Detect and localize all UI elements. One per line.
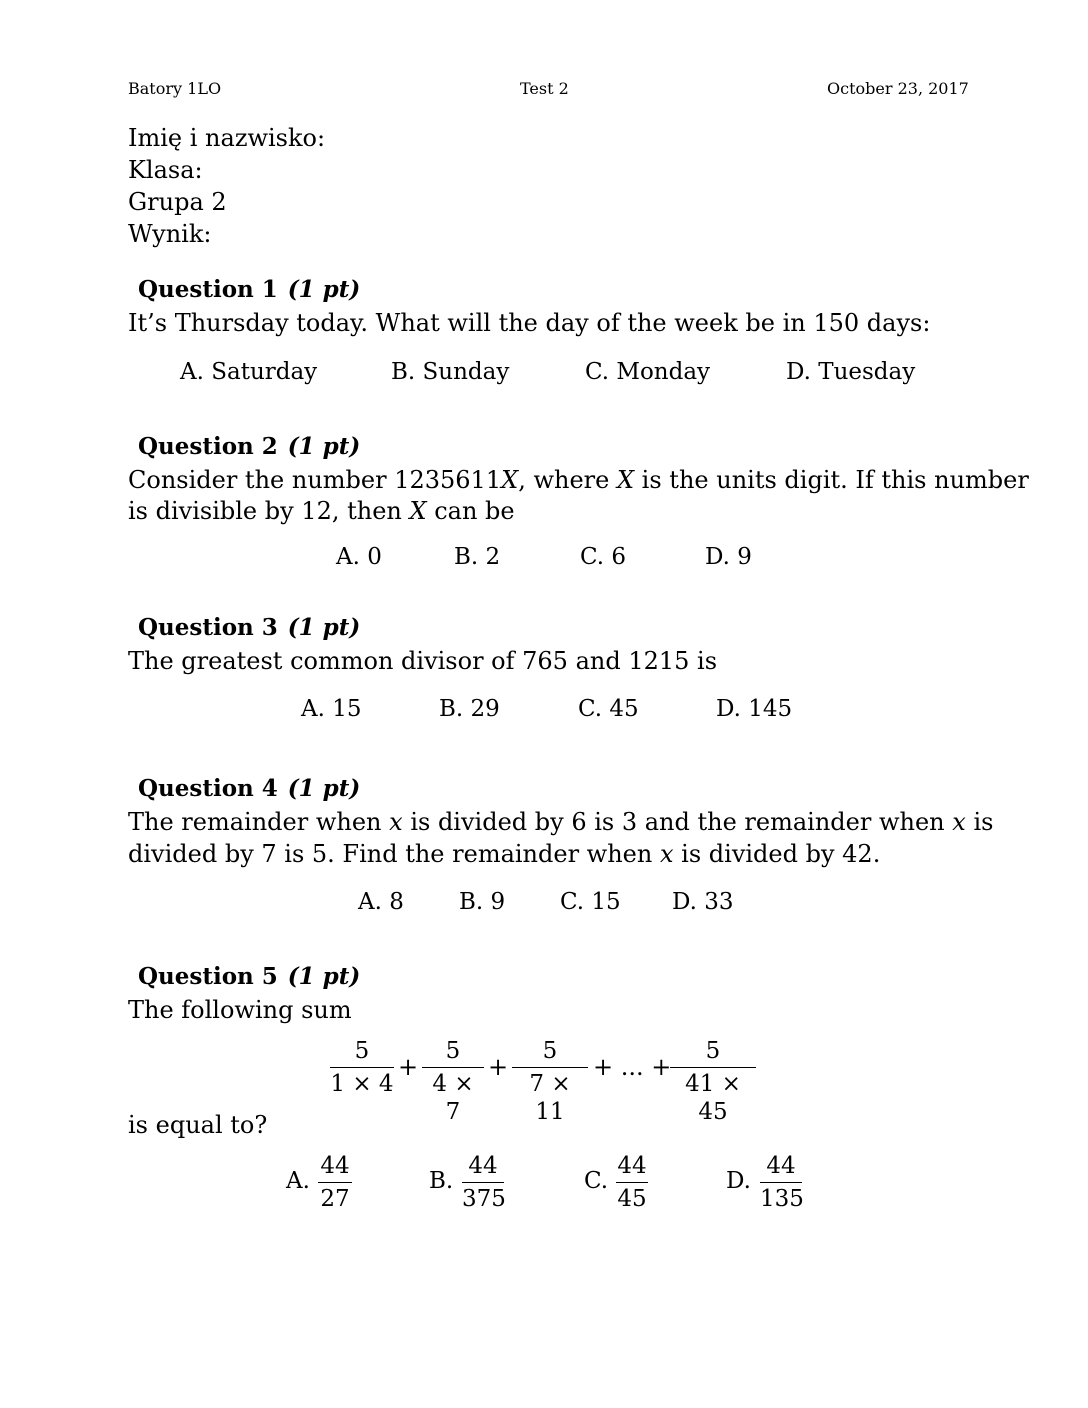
text-segment: is divisible by 12, then bbox=[128, 497, 410, 525]
fraction-numerator: 44 bbox=[766, 1153, 796, 1179]
question-title: Question 1 bbox=[138, 276, 278, 303]
answer-fraction bbox=[760, 1152, 802, 1213]
question-2-text-line2 bbox=[128, 497, 515, 525]
fraction-numerator: 5 bbox=[354, 1038, 370, 1064]
fraction-denominator: 41 × 45 bbox=[685, 1071, 741, 1125]
question-4-heading bbox=[138, 775, 360, 802]
text-segment: can be bbox=[426, 497, 515, 525]
fraction-denominator: 375 bbox=[462, 1186, 506, 1212]
fraction-denominator: 135 bbox=[760, 1186, 804, 1212]
question-points: (1 pt) bbox=[287, 433, 361, 460]
question-points: (1 pt) bbox=[287, 276, 361, 303]
fraction-numerator: 44 bbox=[320, 1153, 350, 1179]
class-label: Klasa: bbox=[128, 156, 203, 184]
text-segment: The remainder when bbox=[128, 808, 390, 836]
answer-option: D. 9 bbox=[705, 544, 752, 570]
answer-option-label: B. bbox=[429, 1168, 454, 1194]
fraction-bar bbox=[330, 1067, 394, 1068]
math-variable: X bbox=[409, 497, 427, 525]
score-label: Wynik: bbox=[128, 220, 212, 248]
fraction-denominator: 45 bbox=[617, 1186, 647, 1212]
fraction-denominator: 1 × 4 bbox=[330, 1071, 394, 1097]
fraction-bar bbox=[760, 1182, 802, 1183]
question-points: (1 pt) bbox=[287, 963, 361, 990]
answer-option: B. 29 bbox=[439, 696, 500, 722]
sum-term bbox=[512, 1037, 588, 1126]
sum-term bbox=[422, 1037, 484, 1126]
answer-option: C. 15 bbox=[560, 889, 621, 915]
text-segment: is divided by 6 is 3 and the remainder when bbox=[402, 808, 953, 836]
answer-fraction bbox=[462, 1152, 504, 1213]
fraction-denominator: 7 × 11 bbox=[529, 1071, 571, 1125]
question-points: (1 pt) bbox=[287, 775, 361, 802]
text-segment: is bbox=[965, 808, 994, 836]
answer-option: D. Tuesday bbox=[786, 359, 916, 385]
fraction-bar bbox=[670, 1067, 756, 1068]
question-title: Question 3 bbox=[138, 614, 278, 641]
question-4-text-line1 bbox=[128, 808, 994, 836]
text-segment: is the units digit. If this number bbox=[634, 466, 1029, 494]
question-1-heading bbox=[138, 276, 360, 303]
answer-option-label: C. bbox=[584, 1168, 609, 1194]
question-2-text-line1 bbox=[128, 466, 1029, 494]
sum-term bbox=[330, 1037, 394, 1098]
ellipsis-sign: + ... + bbox=[593, 1053, 672, 1081]
fraction-denominator: 27 bbox=[320, 1186, 350, 1212]
fraction-bar bbox=[512, 1067, 588, 1068]
question-title: Question 4 bbox=[138, 775, 278, 802]
answer-option-label: D. bbox=[726, 1168, 751, 1194]
answer-option: B. 9 bbox=[459, 889, 506, 915]
math-variable: x bbox=[952, 808, 966, 836]
question-title: Question 2 bbox=[138, 433, 278, 460]
answer-option: C. 6 bbox=[580, 544, 627, 570]
question-1-text: It’s Thursday today. What will the day of the week be in 150 days: bbox=[128, 309, 931, 337]
header-left: Batory 1LO bbox=[128, 79, 222, 98]
answer-fraction bbox=[616, 1152, 648, 1213]
math-variable: X bbox=[616, 466, 635, 494]
fraction-numerator: 44 bbox=[468, 1153, 498, 1179]
text-segment: divided by 7 is 5. Find the remainder when bbox=[128, 840, 660, 868]
answer-option: B. Sunday bbox=[391, 359, 510, 385]
answer-option: C. Monday bbox=[585, 359, 711, 385]
math-variable: x bbox=[659, 840, 674, 868]
answer-option: A. 15 bbox=[301, 696, 362, 722]
fraction-denominator: 4 × 7 bbox=[432, 1071, 474, 1125]
name-label: Imię i nazwisko: bbox=[128, 124, 326, 152]
header-center: Test 2 bbox=[520, 79, 569, 98]
question-3-heading bbox=[138, 614, 360, 641]
text-segment: , where bbox=[518, 466, 617, 494]
fraction-bar bbox=[422, 1067, 484, 1068]
question-3-text: The greatest common divisor of 765 and 1215 is bbox=[128, 647, 718, 675]
answer-option: D. 145 bbox=[716, 696, 793, 722]
answer-option: A. 8 bbox=[358, 889, 404, 915]
answer-option-label: A. bbox=[286, 1168, 310, 1194]
question-title: Question 5 bbox=[138, 963, 278, 990]
question-5-heading bbox=[138, 963, 360, 990]
fraction-numerator: 44 bbox=[617, 1153, 647, 1179]
question-5-text-after: is equal to? bbox=[128, 1111, 268, 1139]
question-4-text-line2 bbox=[128, 840, 880, 868]
answer-option: A. 0 bbox=[336, 544, 382, 570]
answer-option: D. 33 bbox=[672, 889, 734, 915]
sum-term bbox=[670, 1037, 756, 1126]
plus-sign: + bbox=[488, 1053, 509, 1081]
header-right: October 23, 2017 bbox=[827, 79, 969, 98]
group-label: Grupa 2 bbox=[128, 188, 227, 216]
fraction-numerator: 5 bbox=[542, 1038, 558, 1064]
answer-fraction bbox=[318, 1152, 352, 1213]
fraction-bar bbox=[462, 1182, 504, 1183]
math-variable: x bbox=[389, 808, 403, 836]
question-points: (1 pt) bbox=[287, 614, 361, 641]
question-5-text: The following sum bbox=[128, 996, 352, 1024]
text-segment: is divided by 42. bbox=[673, 840, 881, 868]
answer-option: B. 2 bbox=[454, 544, 501, 570]
answer-option: A. Saturday bbox=[180, 359, 318, 385]
math-variable: X bbox=[501, 466, 519, 494]
fraction-numerator: 5 bbox=[445, 1038, 461, 1064]
plus-sign: + bbox=[398, 1053, 419, 1081]
answer-option: C. 45 bbox=[578, 696, 639, 722]
fraction-numerator: 5 bbox=[705, 1038, 721, 1064]
fraction-bar bbox=[318, 1182, 352, 1183]
fraction-bar bbox=[616, 1182, 648, 1183]
question-2-heading bbox=[138, 433, 360, 460]
text-segment: Consider the number 1235611 bbox=[128, 466, 502, 494]
